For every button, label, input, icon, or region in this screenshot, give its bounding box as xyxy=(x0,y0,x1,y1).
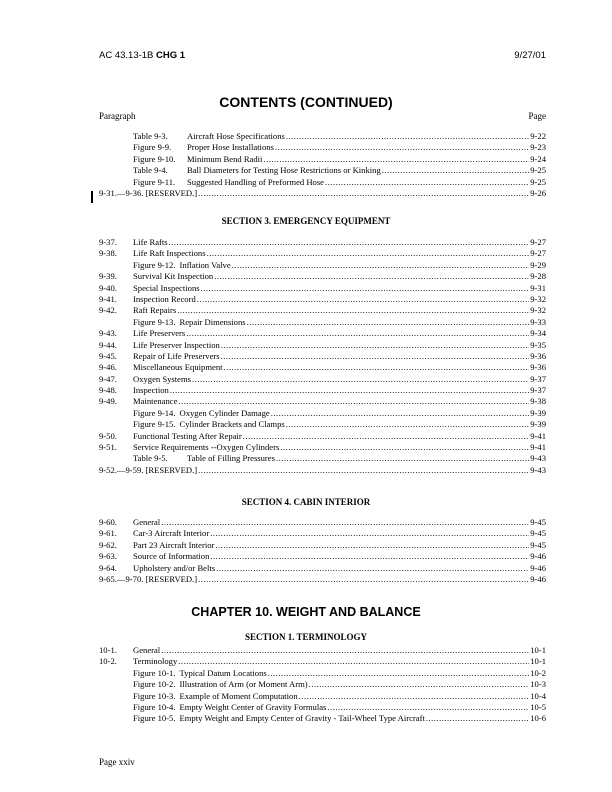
entry-text: Oxygen Systems xyxy=(133,373,192,384)
fig-label: Figure 9-11. xyxy=(133,176,176,187)
revision-bar xyxy=(91,191,93,203)
section-3-title: SECTION 3. EMERGENCY EQUIPMENT xyxy=(221,216,391,226)
entry-page: 10-6 xyxy=(530,713,546,724)
entry-page: 9-45 xyxy=(530,517,546,527)
entry-text: Oxygen Cylinder Damage xyxy=(179,407,270,418)
entry-number: 9-62. xyxy=(99,539,117,550)
entry-page: 9-43 xyxy=(530,453,546,464)
entry-page: 10-4 xyxy=(530,690,546,701)
doc-date: 9/27/01 xyxy=(514,50,546,61)
entry-number: 9-49. xyxy=(99,396,117,407)
toc-entry[interactable] xyxy=(99,442,546,453)
page-number-footer: Page xxiv xyxy=(99,757,135,767)
entry-number: 9-42. xyxy=(99,305,117,316)
fig-label: Figure 10-2. xyxy=(133,679,176,690)
toc-entry[interactable] xyxy=(99,351,546,362)
entry-page: 10-1 xyxy=(530,645,546,655)
entry-page: 9-45 xyxy=(530,528,546,539)
entry-text: General xyxy=(133,517,161,527)
entry-text: Empty Weight and Empty Center of Gravity - Tail-Wheel Type Aircraft xyxy=(179,713,425,724)
entry-page: 10-1 xyxy=(530,656,546,667)
entry-page: 9-25 xyxy=(530,176,546,187)
entry-text: Repair of Life Preservers xyxy=(133,350,220,361)
toc-entry[interactable] xyxy=(99,551,546,562)
entry-page: 9-38 xyxy=(530,396,546,407)
entry-text: Aircraft Hose Specifications xyxy=(187,131,285,141)
entry-text: Suggested Handling of Preformed Hose xyxy=(187,176,324,187)
column-head-page: Page xyxy=(528,111,546,121)
entry-page: 10-2 xyxy=(530,667,546,678)
entry-number: 10-2. xyxy=(99,656,117,667)
fig-label: Table 9-5. xyxy=(133,453,168,464)
entry-text: 9-52.—9-59. [RESERVED.] xyxy=(99,464,198,475)
toc-entry[interactable] xyxy=(99,645,546,656)
entry-number: 9-60. xyxy=(99,517,117,527)
doc-id: AC 43.13-1B xyxy=(99,50,154,61)
entry-page: 9-46 xyxy=(530,562,546,573)
toc-entry[interactable] xyxy=(99,362,546,373)
entry-text: Service Requirements --Oxygen Cylinders xyxy=(133,442,280,453)
toc-entry[interactable] xyxy=(99,374,546,385)
entry-page: 9-41 xyxy=(530,442,546,453)
entry-page: 9-37 xyxy=(530,373,546,384)
entry-number: 9-50. xyxy=(99,430,117,441)
entry-page: 9-29 xyxy=(530,259,546,270)
entry-page: 10-3 xyxy=(530,679,546,690)
entry-page: 9-33 xyxy=(530,316,546,327)
entry-text: Upholstery and/or Belts xyxy=(133,562,216,573)
toc-entry[interactable] xyxy=(99,679,546,690)
toc-entry[interactable] xyxy=(99,248,546,259)
toc-entry[interactable] xyxy=(99,702,546,713)
entry-text: Car-3 Aircraft Interior xyxy=(133,528,210,539)
toc-entry[interactable] xyxy=(99,656,546,667)
entry-number: 9-38. xyxy=(99,248,117,259)
entry-text: Maintenance xyxy=(133,396,178,407)
toc-entry-reserved[interactable] xyxy=(99,465,546,476)
entry-number: 9-48. xyxy=(99,385,117,396)
toc-entry[interactable] xyxy=(99,328,546,339)
toc-entry[interactable] xyxy=(99,563,546,574)
fig-label: Figure 10-1. xyxy=(133,667,176,678)
entry-page: 9-46 xyxy=(530,573,546,584)
entry-number: 9-47. xyxy=(99,373,117,384)
entry-number: 9-41. xyxy=(99,293,117,304)
entry-page: 9-41 xyxy=(530,430,546,441)
entry-text: Proper Hose Installations xyxy=(187,142,274,153)
toc-entry[interactable] xyxy=(99,713,546,724)
entry-page: 9-39 xyxy=(530,407,546,418)
toc-entry[interactable] xyxy=(99,396,546,407)
entry-number: 10-1. xyxy=(99,645,117,655)
entry-text: Repair Dimensions xyxy=(179,316,246,327)
toc-entry-reserved[interactable] xyxy=(99,574,546,585)
toc-entry[interactable] xyxy=(99,237,546,248)
toc-entry[interactable] xyxy=(99,131,546,142)
entry-page: 9-23 xyxy=(530,142,546,153)
entry-text: 9-31.—9-36. [RESERVED.] xyxy=(99,187,198,198)
fig-label: Figure 9-10. xyxy=(133,153,176,164)
fig-label: Figure 10-4. xyxy=(133,701,176,712)
column-head-paragraph: Paragraph xyxy=(99,111,136,121)
entry-page: 9-34 xyxy=(530,328,546,339)
entry-text: Part 23 Aircraft Interior xyxy=(133,539,215,550)
entry-number: 9-46. xyxy=(99,362,117,373)
entry-number: 9-43. xyxy=(99,328,117,339)
entry-text: Typical Datum Locations xyxy=(179,667,267,678)
entry-text: Survival Kit Inspection xyxy=(133,271,214,282)
entry-text: Illustration of Arm (or Moment Arm) xyxy=(179,679,308,690)
fig-label: Figure 9-14. xyxy=(133,407,176,418)
entry-number: 9-61. xyxy=(99,528,117,539)
entry-text: Ball Diameters for Testing Hose Restrictions or Kinking xyxy=(187,165,381,176)
entry-page: 9-27 xyxy=(530,237,546,247)
entry-text: Inspection xyxy=(133,385,169,396)
entry-page: 9-31 xyxy=(530,282,546,293)
entry-number: 9-64. xyxy=(99,562,117,573)
entry-page: 9-32 xyxy=(530,293,546,304)
entry-page: 9-27 xyxy=(530,248,546,259)
entry-text: Example of Moment Computation xyxy=(179,690,298,701)
entry-page: 9-39 xyxy=(530,419,546,430)
entry-number: 9-44. xyxy=(99,339,117,350)
toc-entry[interactable] xyxy=(99,271,546,282)
toc-entry[interactable] xyxy=(99,668,546,679)
entry-text: Source of Information xyxy=(133,551,210,562)
toc-section-3 xyxy=(99,237,546,476)
fig-label: Table 9-4. xyxy=(133,165,168,176)
toc-entry[interactable] xyxy=(99,453,546,464)
fig-label: Figure 9-13. xyxy=(133,316,176,327)
entry-page: 9-28 xyxy=(530,271,546,282)
toc-entry[interactable] xyxy=(99,431,546,442)
toc-entry[interactable] xyxy=(99,294,546,305)
doc-change: CHG 1 xyxy=(156,50,186,61)
entry-text: Empty Weight Center of Gravity Formulas xyxy=(179,701,327,712)
fig-label: Figure 9-15. xyxy=(133,419,176,430)
fig-label: Figure 10-5. xyxy=(133,713,176,724)
entry-number: 9-63. xyxy=(99,551,117,562)
toc-entry[interactable] xyxy=(99,691,546,702)
fig-label: Figure 9-9. xyxy=(133,142,172,153)
entry-page: 9-32 xyxy=(530,305,546,316)
entry-page: 9-26 xyxy=(530,187,546,198)
toc-entry[interactable] xyxy=(99,260,546,271)
entry-number: 9-51. xyxy=(99,442,117,453)
entry-text: Life Rafts xyxy=(133,237,168,247)
entry-text: Cylinder Brackets and Clamps xyxy=(179,419,285,430)
entry-page: 9-46 xyxy=(530,551,546,562)
entry-page: 9-24 xyxy=(530,153,546,164)
toc-entry[interactable] xyxy=(99,305,546,316)
toc-entry-reserved[interactable] xyxy=(99,188,546,199)
toc-entry[interactable] xyxy=(99,177,546,188)
entry-number: 9-39. xyxy=(99,271,117,282)
entry-text: Terminology xyxy=(133,656,178,667)
entry-text: Minimum Bend Radii xyxy=(187,153,263,164)
toc-entry[interactable] xyxy=(99,540,546,551)
toc-entry[interactable] xyxy=(99,154,546,165)
entry-page: 10-5 xyxy=(530,701,546,712)
entry-text: 9-65.—9-70. [RESERVED.] xyxy=(99,573,198,584)
entry-text: General xyxy=(133,645,161,655)
entry-text: Inflation Valve xyxy=(179,259,231,270)
entry-text: Miscellaneous Equipment xyxy=(133,362,223,373)
toc-entry[interactable] xyxy=(99,142,546,153)
entry-text: Table of Filling Pressures xyxy=(187,453,275,464)
page-title: CONTENTS (CONTINUED) xyxy=(219,94,393,110)
entry-text: Life Preservers xyxy=(133,328,186,339)
toc-entry[interactable] xyxy=(99,517,546,528)
toc-entry[interactable] xyxy=(99,340,546,351)
entry-number: 9-45. xyxy=(99,350,117,361)
fig-label: Figure 10-3. xyxy=(133,690,176,701)
entry-text: Life Raft Inspections xyxy=(133,248,206,259)
entry-page: 9-35 xyxy=(530,339,546,350)
toc-block-1 xyxy=(99,131,546,199)
entry-text: Inspection Record xyxy=(133,293,196,304)
entry-page: 9-22 xyxy=(530,131,546,141)
fig-label: Table 9-3. xyxy=(133,131,168,141)
entry-text: Functional Testing After Repair xyxy=(133,430,242,441)
toc-entry[interactable] xyxy=(99,528,546,539)
entry-page: 9-37 xyxy=(530,385,546,396)
chapter-10-section-1-title: SECTION 1. TERMINOLOGY xyxy=(244,632,368,642)
toc-entry[interactable] xyxy=(99,283,546,294)
entry-page: 9-43 xyxy=(530,464,546,475)
entry-text: Raft Repairs xyxy=(133,305,177,316)
toc-entry[interactable] xyxy=(99,385,546,396)
entry-page: 9-45 xyxy=(530,539,546,550)
toc-entry[interactable] xyxy=(99,419,546,430)
entry-number: 9-37. xyxy=(99,237,117,247)
chapter-10-title: CHAPTER 10. WEIGHT AND BALANCE xyxy=(191,605,421,619)
toc-entry[interactable] xyxy=(99,408,546,419)
entry-page: 9-36 xyxy=(530,350,546,361)
fig-label: Figure 9-12. xyxy=(133,259,176,270)
toc-entry[interactable] xyxy=(99,317,546,328)
entry-page: 9-25 xyxy=(530,165,546,176)
entry-text: Life Preserver Inspection xyxy=(133,339,220,350)
doc-header-id xyxy=(99,50,185,61)
section-4-title: SECTION 4. CABIN INTERIOR xyxy=(241,497,371,507)
toc-entry[interactable] xyxy=(99,165,546,176)
entry-text: Special Inspections xyxy=(133,282,200,293)
entry-number: 9-40. xyxy=(99,282,117,293)
entry-page: 9-36 xyxy=(530,362,546,373)
toc-section-4 xyxy=(99,517,546,585)
toc-chapter-10 xyxy=(99,645,546,725)
